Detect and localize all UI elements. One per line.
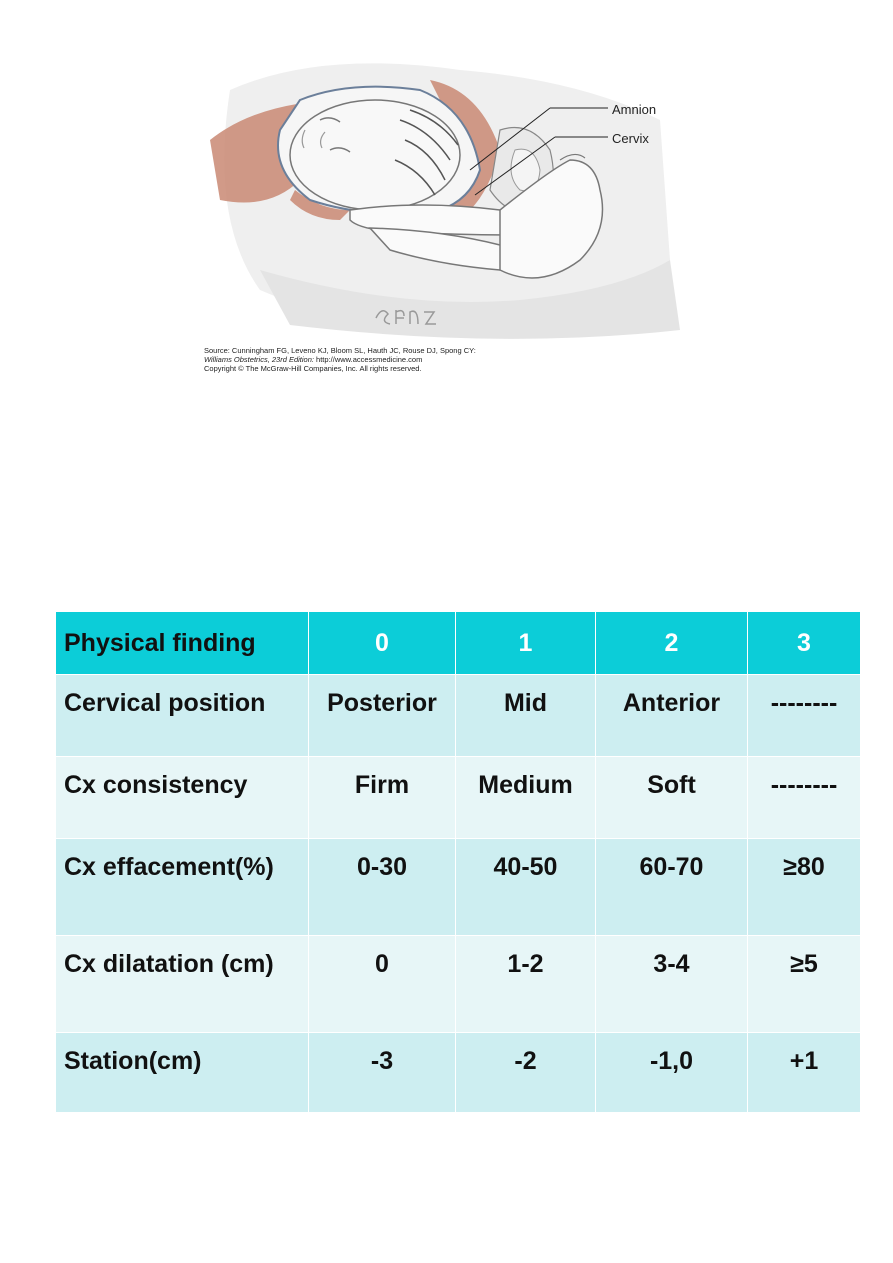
value-cell: Mid [456, 675, 596, 757]
value-cell: -------- [748, 675, 861, 757]
bishop-score-table [55, 611, 861, 1113]
table-header-row [56, 612, 861, 675]
header-physical-finding: Physical finding [56, 612, 309, 675]
value-cell: Posterior [309, 675, 456, 757]
source-edition-line [204, 355, 624, 364]
value-cell: 60-70 [596, 839, 748, 936]
book-title: Williams Obstetrics, 23rd Edition: [204, 355, 314, 364]
header-score-1: 1 [456, 612, 596, 675]
artist-signature [368, 300, 448, 330]
value-cell: -------- [748, 757, 861, 839]
table-row [56, 675, 861, 757]
value-cell: Firm [309, 757, 456, 839]
value-cell: +1 [748, 1033, 861, 1113]
finding-cell: Cx effacement(%) [56, 839, 309, 936]
value-cell: 0 [309, 936, 456, 1033]
header-score-2: 2 [596, 612, 748, 675]
value-cell: Soft [596, 757, 748, 839]
header-score-3: 3 [748, 612, 861, 675]
table-row [56, 839, 861, 936]
source-url: http://www.accessmedicine.com [313, 355, 423, 364]
figure-source [204, 346, 624, 373]
value-cell: 3-4 [596, 936, 748, 1033]
value-cell: Anterior [596, 675, 748, 757]
cervix-label: Cervix [612, 131, 649, 146]
value-cell: 1-2 [456, 936, 596, 1033]
value-cell: ≥80 [748, 839, 861, 936]
table-row [56, 936, 861, 1033]
finding-cell: Cx consistency [56, 757, 309, 839]
cervical-exam-illustration [200, 60, 700, 385]
value-cell: 0-30 [309, 839, 456, 936]
value-cell: -1,0 [596, 1033, 748, 1113]
amnion-label: Amnion [612, 102, 657, 117]
value-cell: ≥5 [748, 936, 861, 1033]
finding-cell: Cervical position [56, 675, 309, 757]
finding-cell: Station(cm) [56, 1033, 309, 1113]
source-line: Source: Cunningham FG, Leveno KJ, Bloom SL, Hauth JC, Rouse DJ, Spong CY: [204, 346, 476, 355]
value-cell: -2 [456, 1033, 596, 1113]
header-score-0: 0 [309, 612, 456, 675]
table-row [56, 757, 861, 839]
finding-cell: Cx dilatation (cm) [56, 936, 309, 1033]
value-cell: -3 [309, 1033, 456, 1113]
table-row [56, 1033, 861, 1113]
copyright-line: Copyright © The McGraw-Hill Companies, Inc. All rights reserved. [204, 364, 422, 373]
value-cell: 40-50 [456, 839, 596, 936]
value-cell: Medium [456, 757, 596, 839]
